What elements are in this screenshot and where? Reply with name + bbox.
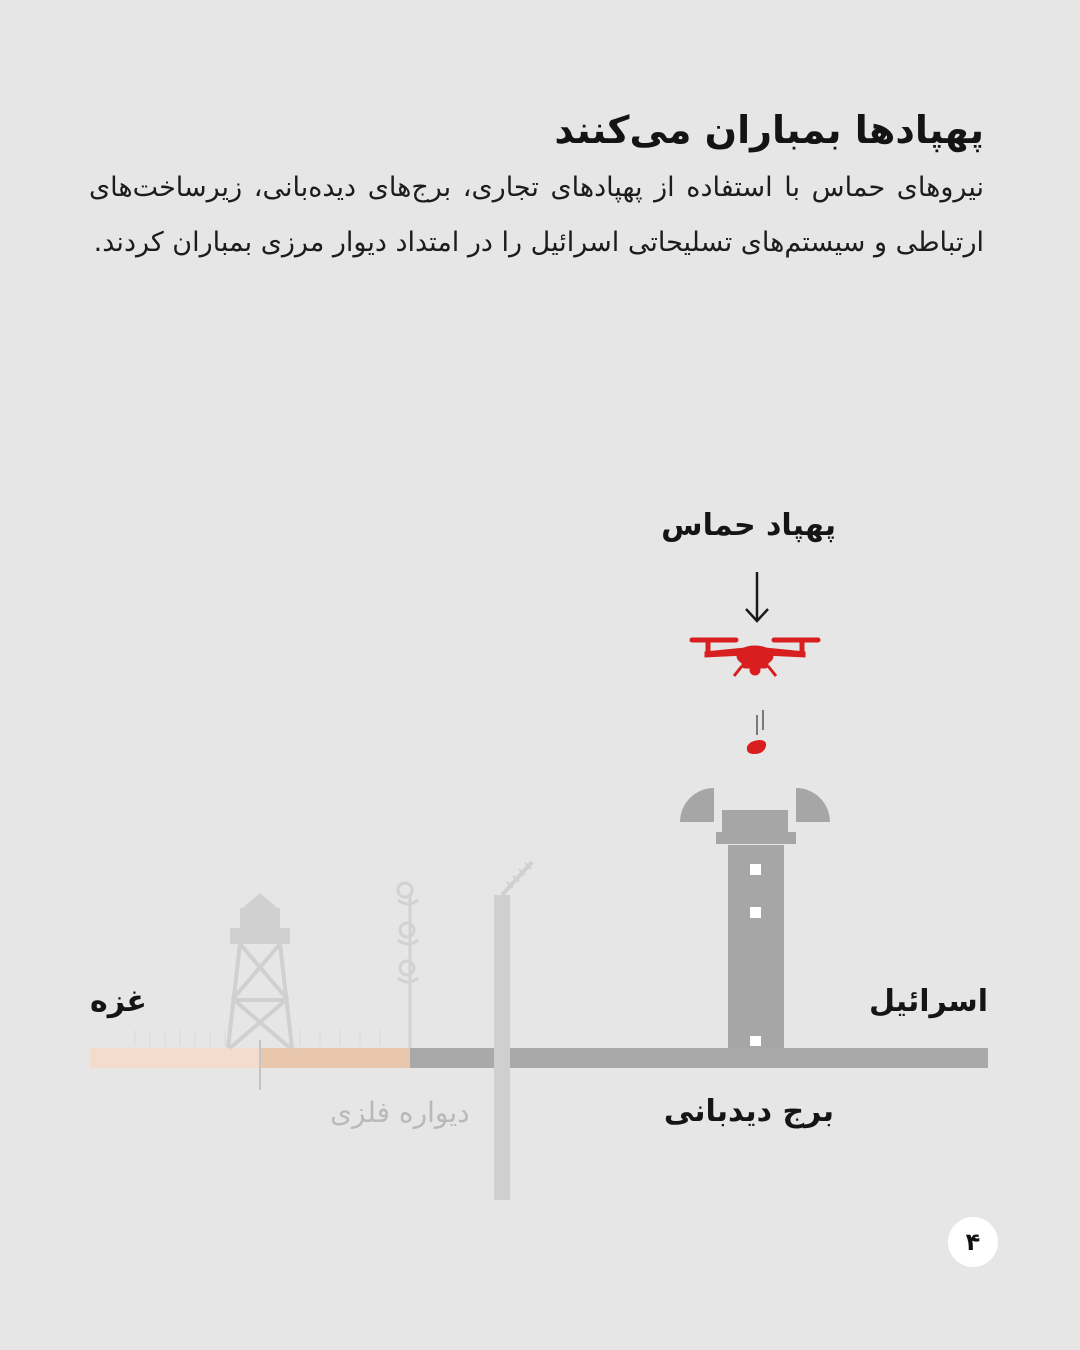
watchtower-label: برج دیدبانی <box>663 1094 834 1129</box>
bomb-icon <box>747 710 766 754</box>
israel-label: اسرائیل <box>868 984 988 1019</box>
ground-gaza-near <box>260 1048 410 1068</box>
page-number-badge: ۴ <box>948 1217 998 1267</box>
watchtower-icon <box>680 788 830 1048</box>
ground-gaza-far <box>90 1048 260 1068</box>
faded-lattice-tower <box>228 893 292 1048</box>
faded-sensor-pole <box>398 883 418 1048</box>
grass-ticks <box>135 1030 380 1046</box>
gaza-label: غزه <box>90 984 147 1019</box>
description-text: نیروهای حماس با استفاده از پهپادهای تجاری، برج‌های دیده‌بانی، زیرساخت‌های ارتباطی و سیستم‌های تسلیحاتی اسرائیل را در امتداد دیوار مرزی بمباران کردند. <box>89 172 984 258</box>
drone-label: پهپاد حماس <box>661 508 836 543</box>
page-title: پهپادها بمباران می‌کنند <box>554 108 984 152</box>
faded-metal-fence <box>494 862 532 1200</box>
metal-fence-label: دیواره فلزی <box>330 1096 470 1129</box>
drone-icon <box>690 638 820 676</box>
arrow-down-icon <box>746 572 768 621</box>
